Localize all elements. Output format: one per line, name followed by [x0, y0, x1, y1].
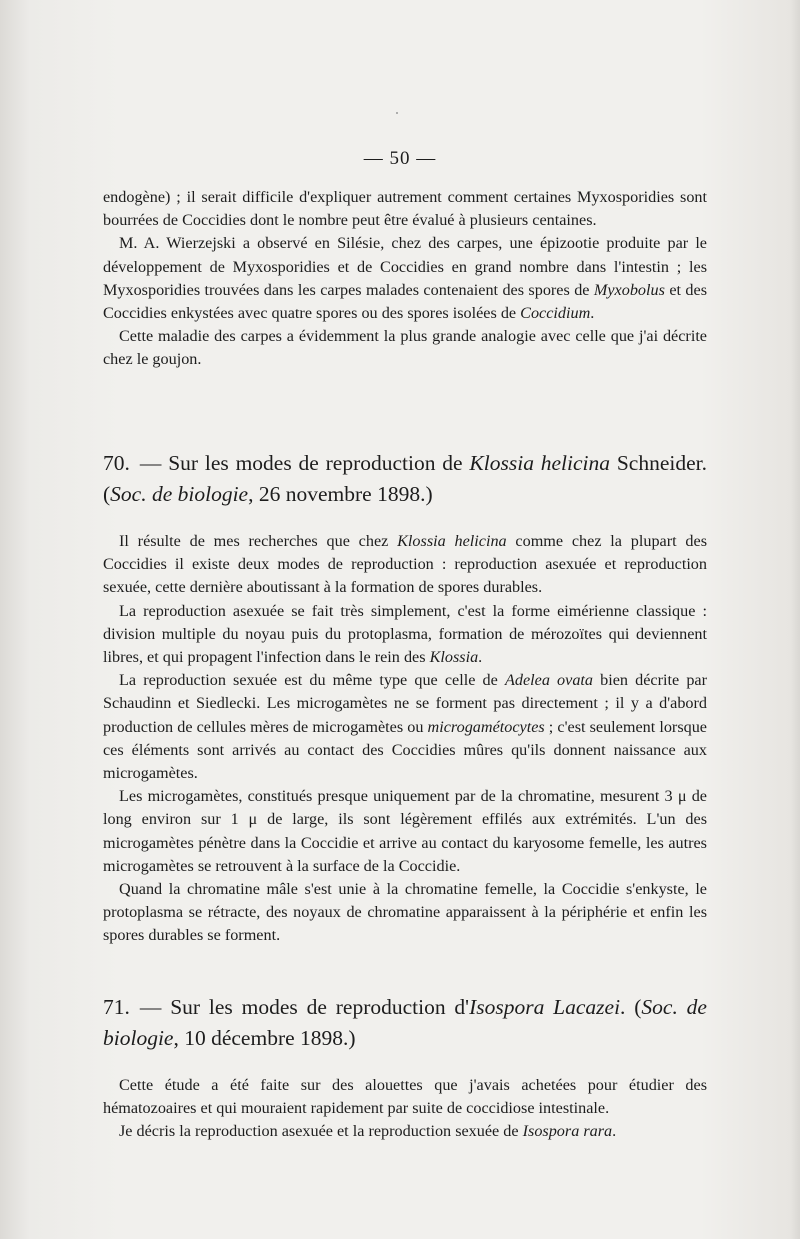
- paragraph: La reproduction sexuée est du même type que celle de Adelea ovata bien décrite par Schaudinn et Siedlecki. Les microgamètes ne se forment pas directement ; il y a d'abord production de cellules mères de microgamètes ou microgamétocytes ; c'est seulement lorsque ces éléments sont arrivés au contact des Coccidies mûres qu'ils donnent naissance aux microgamètes.: [103, 671, 707, 783]
- paragraph: Cette maladie des carpes a évidemment la plus grande analogie avec celle que j'ai décrite chez le goujon.: [103, 327, 707, 369]
- paragraph: endogène) ; il serait difficile d'expliquer autrement comment certaines Myxosporidies sont bourrées de Coccidies dont le nombre peut être évalué à plusieurs centaines.: [103, 188, 707, 230]
- section-continuation: [103, 186, 707, 372]
- page-number: — 50 —: [363, 148, 437, 169]
- paragraph: Il résulte de mes recherches que chez Klossia helicina comme chez la plupart des Coccidies il existe deux modes de reproduction : reproduction asexuée et reproduction sexuée, cette dernière aboutissant à la formation de spores durables.: [103, 532, 707, 597]
- paragraph: Je décris la reproduction asexuée et la reproduction sexuée de Isospora rara.: [119, 1122, 617, 1141]
- paragraph: Les microgamètes, constitués presque uniquement par de la chromatine, mesurent 3 μ de long environ sur 1 μ de large, ils sont légèrement effilés aux extrémités. L'un des microgamètes pénètre dans la Coccidie et arrive au contact du karyosome femelle, les autres microgamètes se retrouvent à la surface de la Coccidie.: [103, 787, 707, 875]
- section-71: [103, 992, 707, 1054]
- scan-speck: [396, 112, 398, 114]
- section-71-body: [103, 1074, 707, 1144]
- section-70-body: [103, 530, 707, 948]
- paragraph: Quand la chromatine mâle s'est unie à la chromatine femelle, la Coccidie s'enkyste, le protoplasma se rétracte, des noyaux de chromatine apparaissent à la périphérie et enfin les spores durables se forment.: [103, 880, 707, 945]
- section-heading: 70. — Sur les modes de reproduction de Klossia helicina Schneider. (Soc. de biologie, 26 novembre 1898.): [103, 451, 707, 506]
- paragraph: La reproduction asexuée se fait très simplement, c'est la forme eimérienne classique : division multiple du noyau puis du protoplasma, formation de mérozoïtes qui deviennent libres, et qui propagent l'infection dans le rein des Klossia.: [103, 601, 707, 667]
- paragraph: M. A. Wierzejski a observé en Silésie, chez des carpes, une épizootie produite par le développement de Myxosporidies et de Coccidies en grand nombre dans l'intestin ; les Myxosporidies trouvées dans les carpes malades contenaient des spores de Myxobolus et des Coccidies enkystées avec quatre spores ou des spores isolées de Coccidium.: [103, 234, 707, 323]
- paragraph: Cette étude a été faite sur des alouettes que j'avais achetées pour étudier des hématozoaires et qui mouraient rapidement par suite de coccidiose intestinale.: [103, 1076, 707, 1118]
- section-heading: 71. — Sur les modes de reproduction d'Isospora Lacazei. (Soc. de biologie, 10 décembre 1898.): [103, 995, 707, 1050]
- section-70: [103, 448, 707, 510]
